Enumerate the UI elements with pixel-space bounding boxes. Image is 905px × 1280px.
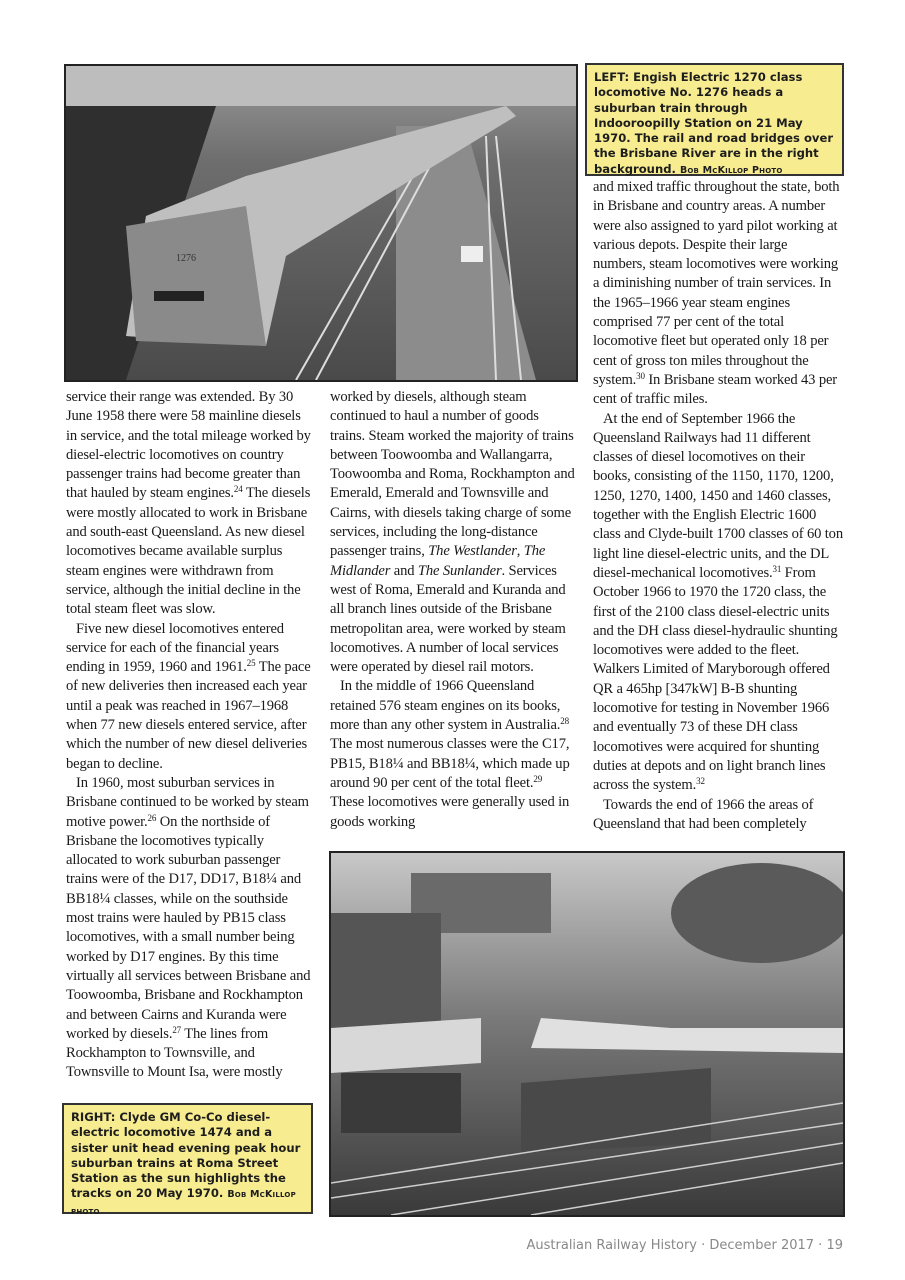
text-run: The diesels were mostly allocated to work in Brisbane and south-east Queensland. As new diesel locomotives became available surplus steam engines were withdrawn from service, although the initial decline in the total steam fleet was slow. <box>66 485 311 618</box>
train-name: The Westlander <box>428 543 517 560</box>
text-run: Towards the end of 1966 the areas of Queensland that had been completely <box>593 796 814 832</box>
caption-top-credit: Bob McKillop Photo <box>679 164 783 176</box>
text-run: . Services west of Roma, Emerald and Kuranda and all branch lines outside of the Brisbane metropolitan area, were worked by steam locomotives. A number of local services were operated by diesel rail motors. <box>330 562 566 676</box>
footnote-ref: 31 <box>772 563 782 574</box>
caption-bottom <box>62 1103 313 1217</box>
footnote-ref: 25 <box>246 658 256 669</box>
paragraph <box>66 388 312 620</box>
photo-indooroopilly-station <box>64 64 578 382</box>
footnote-ref: 26 <box>147 812 157 823</box>
footer-separator: · <box>814 1238 827 1253</box>
train-name: The Sunlander <box>417 562 502 579</box>
train-name: The Midlander <box>330 543 546 579</box>
paragraph <box>66 620 312 774</box>
text-run: , <box>516 543 524 560</box>
photo-roma-street-station <box>329 851 845 1217</box>
text-run: worked by diesels, although steam continued to haul a number of goods trains. Steam worked the majority of trains between Toowoomba and Wallangarra, Toowoomba and Roma, Rockhampton and Emerald, Emerald and Townsville and Cairns, with diesels taking charge of some services, including the long-distance passenger trains, <box>330 389 575 560</box>
text-run: On the northside of Brisbane the locomotives typically allocated to work suburban passenger trains were of the D17, DD17, B18¼ and BB18¼ classes, while on the southside most trains were hauled by PB15 class locomotives, with a small number being worked by D17 engines. By this time virtually all services between Brisbane and Toowoomba, Brisbane and Rockhampton and between Cairns and Kuranda were worked by diesels. <box>66 813 311 1042</box>
text-run: In 1960, most suburban services in Brisbane continued to be worked by steam motive power. <box>66 774 309 830</box>
text-run: From October 1966 to 1970 the 1720 class, the first of the 2100 class diesel-electric units and the DH class diesel-hydraulic shunting locomotives were added to the fleet. Walkers Limited of Maryborough offered QR a 465hp [347kW] B-B shunting locomotive for testing in November 1966 and eventually 73 of these DH class locomotives were acquired for shunting duties at depots and on light branch lines across the system. <box>593 564 838 794</box>
footnote-ref: 32 <box>696 776 705 787</box>
page-number: 19 <box>826 1238 843 1253</box>
column-1 <box>66 388 312 1083</box>
paragraph <box>593 796 843 835</box>
text-run: and mixed traffic throughout the state, both in Brisbane and country areas. A number were also assigned to yard pilot working at various depots. Despite their large numbers, steam locomotives were working a diminishing number of train services. In the 1965–1966 year steam engines comprised 77 per cent of the total locomotive fleet but operated only 18 per cent of gross ton miles throughout the system. <box>593 179 840 388</box>
footer-separator: · <box>697 1238 710 1253</box>
paragraph <box>593 410 843 796</box>
text-run: and <box>390 562 418 579</box>
text-run: The lines from Rockhampton to Townsville, and Townsville to Mount Isa, were mostly <box>66 1025 283 1081</box>
paragraph <box>330 388 576 677</box>
caption-bottom-text: RIGHT: Clyde GM Co-Co diesel-electric locomotive 1474 and a sister unit head evening peak hour suburban trains at Roma Street Station as the sun highlights the tracks on 20 May 1970. <box>71 1110 301 1201</box>
publication-name: Australian Railway History <box>526 1238 697 1253</box>
text-run: The most numerous classes were the C17, PB15, B18¼ and BB18¼, which made up around 90 per cent of the total fleet. <box>330 736 570 791</box>
footnote-ref: 28 <box>560 716 569 727</box>
column-3 <box>593 178 843 834</box>
column-2 <box>330 388 576 832</box>
photo-locomotive-image <box>66 66 576 380</box>
text-run: Five new diesel locomotives entered service for each of the financial years ending in 1959, 1960 and 1961. <box>66 620 284 676</box>
text-run: The pace of new deliveries then increased each year until a peak was reached in 1967–1968 when 77 new diesels entered service, after which the number of new diesel deliveries began to decline. <box>66 659 311 772</box>
caption-bottom-credit: Bob McKillop photo <box>71 1189 296 1217</box>
page-footer <box>527 1238 844 1253</box>
footnote-ref: 24 <box>233 484 243 495</box>
text-run: At the end of September 1966 the Queensland Railways had 11 different classes of diesel locomotives on their books, consisting of the 1150, 1170, 1200, 1250, 1270, 1400, 1450 and 1460 classes, together with the English Electric 1600 class and Clyde-built 1700 classes of 60 ton light line diesel-electric units, and the DL diesel-mechanical locomotives. <box>593 410 843 581</box>
footnote-ref: 29 <box>533 773 543 784</box>
issue-date: December 2017 <box>709 1238 815 1253</box>
photo-roma-street-image <box>331 853 843 1215</box>
caption-top <box>585 63 844 176</box>
footnote-ref: 27 <box>172 1024 182 1035</box>
text-run: In Brisbane steam worked 43 per cent of traffic miles. <box>593 371 838 408</box>
caption-top-text: LEFT: Engish Electric 1270 class locomotive No. 1276 heads a suburban train through Indooroopilly Station on 21 May 1970. The rail and road bridges over the Brisbane River are in the right background. <box>594 70 834 176</box>
text-run: service their range was extended. By 30 June 1958 there were 58 mainline diesels in service, and the total mileage worked by diesel-electric locomotives on country passenger trains had become greater than that hauled by steam engines. <box>66 389 311 502</box>
paragraph <box>330 677 576 831</box>
paragraph <box>593 178 843 410</box>
paragraph <box>66 774 312 1083</box>
text-run: These locomotives were generally used in goods working <box>330 794 570 830</box>
text-run: In the middle of 1966 Queensland retained 576 steam engines on its books, more than any other system in Australia. <box>330 678 561 734</box>
locomotive-number: 1276 <box>176 253 196 264</box>
footnote-ref: 30 <box>636 370 645 381</box>
